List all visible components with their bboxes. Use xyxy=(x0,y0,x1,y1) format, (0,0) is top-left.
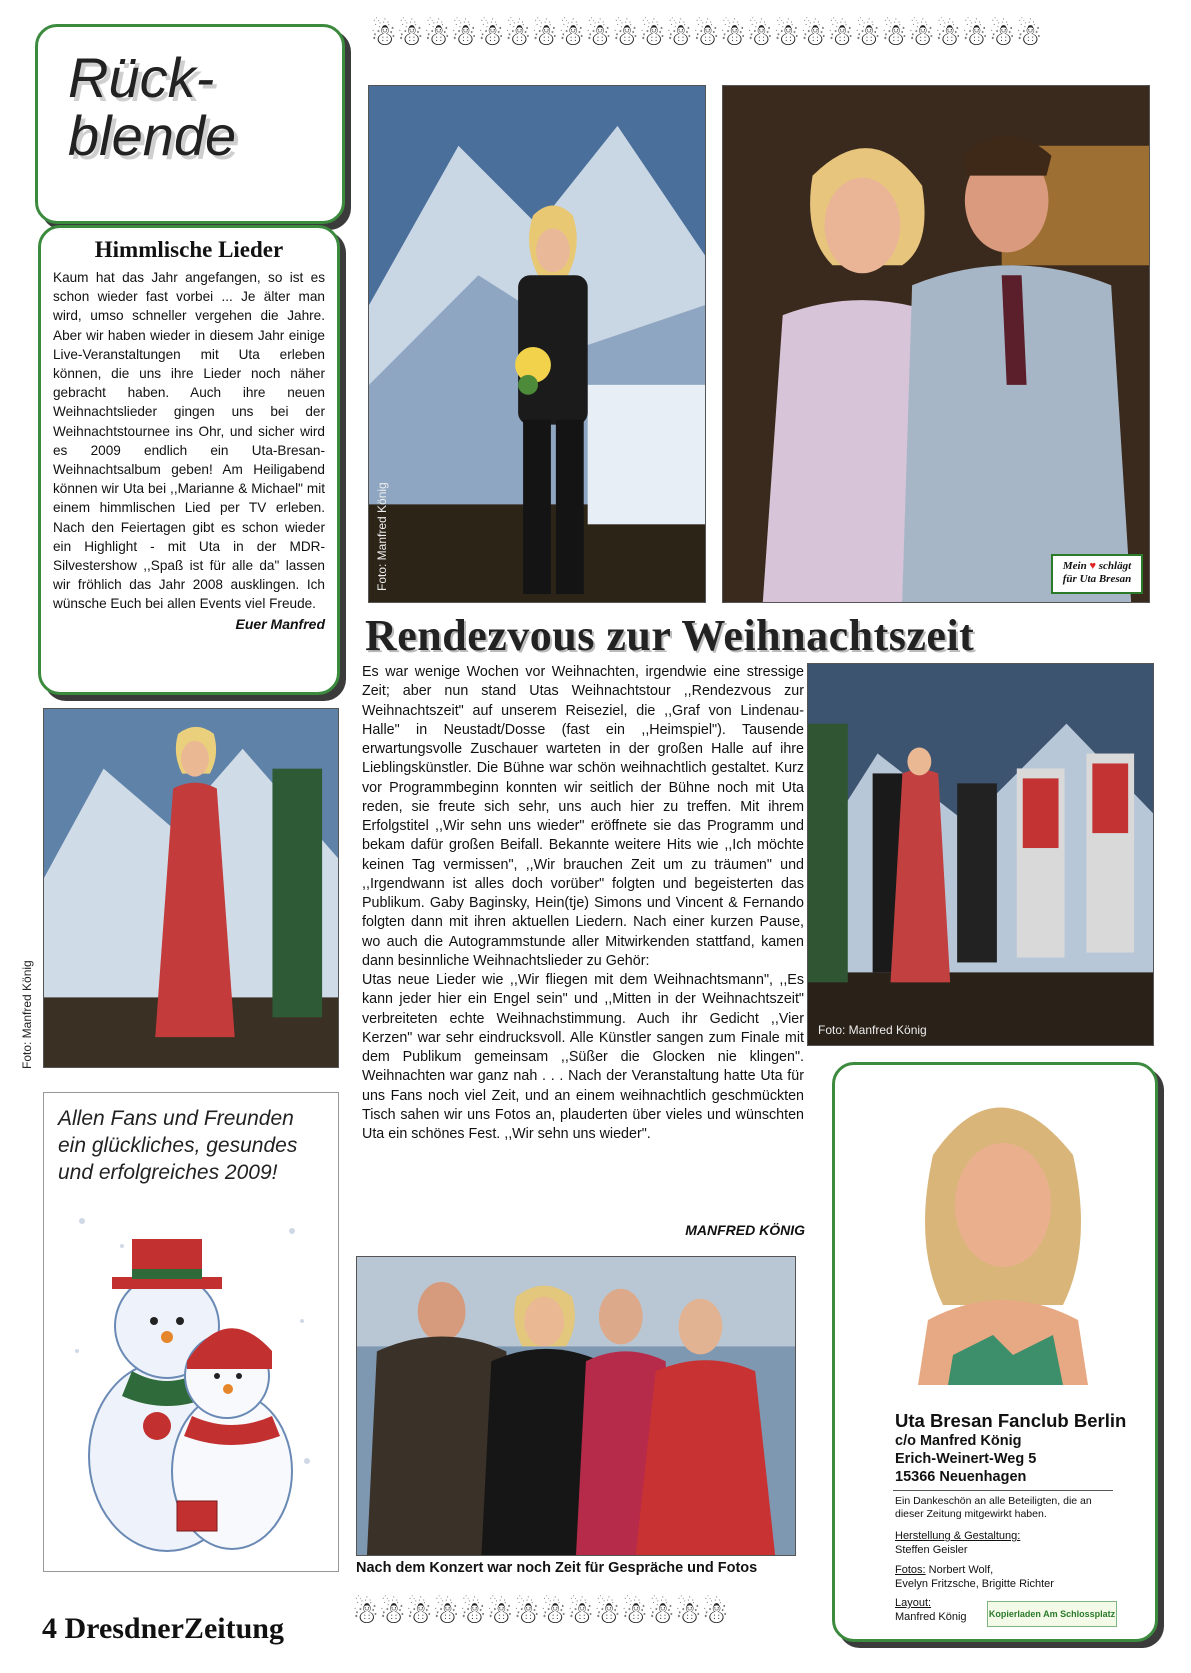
page-number: 4 xyxy=(42,1612,57,1645)
badge-text-schlaegt: schlägt xyxy=(1098,560,1132,572)
fanclub-divider xyxy=(893,1490,1113,1491)
production-name: Steffen Geisler xyxy=(895,1544,968,1556)
photo-couple xyxy=(722,85,1150,603)
main-article-paragraph-2: Utas neue Lieder wie ,,Wir fliegen mit dem Weihnachtsmann", ,,Es kann jeder hier ein Engel sein" und ,,Mitten in der Weihnachtszeit" verbreiteten echte Weihnachstimmung. Auch ihr Gedicht ,,Vier Kerzen" war sehr eindrucksvoll. Alle Künstler sangen zum Finale mit dem Publikum gemeinsam ,,Süßer die Glocken nie klingen". Weihnachten war ganz nah . . . Nach der Veranstaltung hatte Uta für uns Fans noch viel Zeit, und an einem weihnachtlich geschmückten Tisch sahen wir uns Fotos an, plauderten über vieles und wünschten Uta ein schönes Fest. ,,Wir sehn uns wieder". xyxy=(362,972,804,1142)
sponsor-logo: Kopierladen Am Schlossplatz xyxy=(987,1601,1117,1627)
photo-singer-red-dress-image xyxy=(44,709,338,1067)
rueckblende-box xyxy=(35,24,345,224)
photo-uta-portrait-image xyxy=(903,1085,1098,1385)
production-label: Herstellung & Gestaltung: xyxy=(895,1530,1021,1542)
main-article-paragraph-1: Es war wenige Wochen vor Weihnachten, irgendwie eine stressige Zeit; aber nun stand Utas Weihnachtstour ,,Rendezvous zur Weihnachtszeit" auf unserem Reiseziel, die ,,Graf von Lindenau-Halle" in Neustadt/Dosse (fast ein ,,Heimspiel"). Tausende erwartungsvolle Zuschauer warteten in der großen Halle auf ihre Lieblingskünstler. Die Bühne war schön weihnachtlich gestaltet. Kurz vor Programmbeginn konnten wir seitlich der Bühne noch mit Uta reden, sie freute sich sehr, uns auch hier zu treffen. Mit ihrem Erfolgstitel ,,Wir sehn uns wieder" eröffnete sie das Programm und bekam dafür großen Beifall. Bekannte weitere Hits wie ,,Ich möchte keinen Tag vermissen", ,,Wir brauchen Zeit um zu träumen" und ,,Irgendwann ist alles doch vorüber" folgten und begeisterten das Publikum. Gaby Baginsky, Hein(tje) Simons und Vincent & Fernando folgten dann mit ihren aktuellen Liedern. Nach einer kurzen Pause, wo auch die Autogrammstunde aller Mitwirkenden stattfand, kamen dann besinnliche Weihnachtslieder zu Gehör: xyxy=(362,664,804,969)
sidebar-article-title: Himmlische Lieder xyxy=(94,237,284,262)
photo-credit-2: Foto: Manfred König xyxy=(20,960,34,1069)
snowman-icon: ☃☃☃☃☃☃☃☃☃☃☃☃☃☃☃☃☃☃☃☃☃☃☃☃☃ xyxy=(370,19,1043,52)
photo-singer-red-dress xyxy=(20,708,339,1069)
photos-names-1: Norbert Wolf, xyxy=(928,1564,994,1576)
fanclub-box xyxy=(832,1062,1158,1642)
badge-text-fuer: für Uta Bresan xyxy=(1062,573,1132,585)
snowmen-hug-illustration xyxy=(62,1201,322,1561)
main-article-body xyxy=(362,663,804,1236)
greeting-box xyxy=(43,1092,339,1572)
photos-credits xyxy=(895,1563,1054,1591)
heart-icon: ♥ xyxy=(1089,560,1096,572)
fanclub-address-1: c/o Manfred König xyxy=(895,1433,1022,1449)
mein-herz-badge xyxy=(1051,554,1143,594)
snowman-border-bottom xyxy=(352,1598,807,1648)
fanclub-address-2: Erich-Weinert-Weg 5 xyxy=(895,1451,1037,1467)
snowman-border-top xyxy=(370,20,1160,70)
photo-couple-image xyxy=(723,86,1149,602)
fanclub-thanks: Ein Dankeschön an alle Beteiligten, die an dieser Zeitung mitgewirkt haben. xyxy=(895,1495,1092,1520)
main-headline: Rendezvous zur Weihnachtszeit xyxy=(365,611,975,660)
photo-credit-3: Foto: Manfred König xyxy=(818,1023,927,1037)
photo-group-after-concert-image xyxy=(357,1257,795,1555)
photos-names-2: Evelyn Fritzsche, Brigitte Richter xyxy=(895,1578,1054,1590)
fanclub-address-3: 15366 Neuenhagen xyxy=(895,1469,1027,1485)
photo-stage-finale xyxy=(807,663,1154,1046)
sidebar-article-body: Kaum hat das Jahr angefangen, so ist es schon wieder fast vorbei ... Je älter man wird, umso schneller vergehen die Jahre. Aber wir haben wieder in diesem Jahr einige Live-Veranstaltungen mit Uta erleben können, die uns ihre Lieder noch näher gebracht haben. Auch ihre neuen Weihnachtslieder gingen uns bei der Weihnachtstournee ins Ohr, und sicher wird es 2009 endlich ein Uta-Bresan-Weihnachtsalbum geben! Am Heiligabend können wir Uta bei ,,Marianne & Michael" mit einem himmlischen Lied per TV erleben. Nach den Feiertagen gibt es schon wieder ein Highlight - mit Uta in der MDR-Silvestershow ,,Spaß ist für alle da" lassen wir fröhlich das Jahr 2008 ausklingen. Ich wünsche Euch bei allen Events viel Freude. xyxy=(53,270,325,612)
photo-uta-portrait xyxy=(903,1085,1098,1385)
fanclub-name: Uta Bresan Fanclub Berlin xyxy=(895,1410,1127,1431)
sidebar-article-box xyxy=(38,225,340,695)
photo-singer-with-flowers-image xyxy=(369,86,705,602)
layout-name: Manfred König xyxy=(895,1611,967,1623)
paper-name: DresdnerZeitung xyxy=(64,1612,284,1645)
photo-singer-with-flowers xyxy=(368,85,706,603)
group-photo-caption: Nach dem Konzert war noch Zeit für Gespräche und Fotos xyxy=(356,1560,758,1576)
greeting-text: Allen Fans und Freunden ein glückliches, gesundes und erfolgreiches 2009! xyxy=(58,1107,298,1184)
footer-page-label xyxy=(42,1612,284,1646)
photos-label: Fotos: xyxy=(895,1564,926,1576)
photo-credit-1: Foto: Manfred König xyxy=(375,482,389,591)
snowman-icon: ☃☃☃☃☃☃☃☃☃☃☃☃☃☃ xyxy=(352,1597,729,1630)
layout-label: Layout: xyxy=(895,1597,932,1609)
photo-group-after-concert xyxy=(356,1256,796,1556)
badge-text-mein: Mein xyxy=(1062,560,1087,572)
photo-stage-finale-image xyxy=(808,664,1153,1045)
main-article-author: MANFRED KÖNIG xyxy=(685,1222,805,1238)
section-kicker: Rück- blende xyxy=(68,46,237,167)
sidebar-article-signature: Euer Manfred xyxy=(235,615,325,632)
